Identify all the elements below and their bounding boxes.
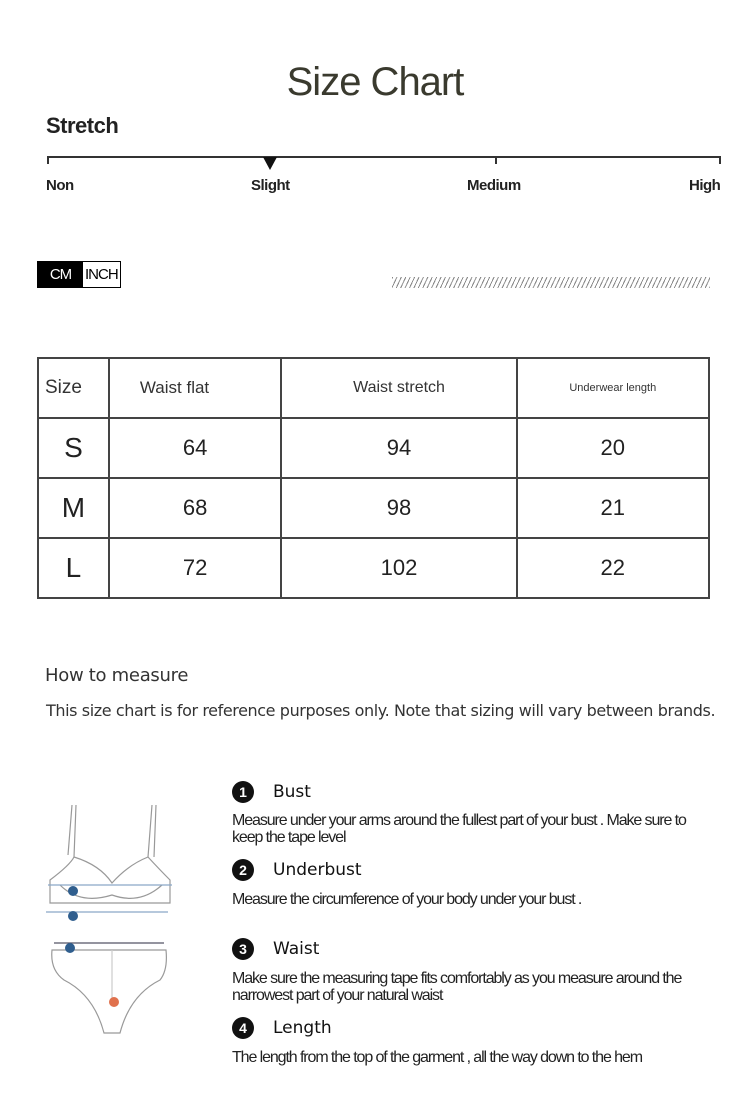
unit-inch[interactable]: INCH [83,262,120,287]
table-row [38,538,709,598]
table-header-row [38,358,709,418]
underbust-title: Underbust [273,860,362,880]
stretch-heading: Stretch [46,113,119,138]
number-badge-1: 1 [232,781,254,803]
waist-flat-cell: 68 [109,478,282,538]
header-waist-flat: Waist flat [109,358,282,418]
number-badge-2: 2 [232,859,254,881]
marker-2-icon [68,911,78,921]
waist-title: Waist [273,939,320,959]
table-row [38,478,709,538]
marker-1-icon [68,886,78,896]
marker-4-icon [109,997,119,1007]
waist-flat-cell: 64 [109,418,282,478]
size-cell: S [38,418,109,478]
length-cell: 22 [517,538,709,598]
table-row [38,418,709,478]
stretch-marker-icon [263,157,277,170]
scale-tick [495,156,497,164]
header-size: Size [38,358,109,418]
underbust-description: Measure the circumference of your body under your bust . [232,891,582,908]
length-title: Length [273,1018,332,1038]
waist-stretch-cell: 102 [281,538,516,598]
garment-diagram [40,795,180,1045]
header-underwear-length: Underwear length [517,358,709,418]
waist-stretch-cell: 98 [281,478,516,538]
waist-description: Make sure the measuring tape fits comfortably as you measure around the narrowest part of your natural waist [232,970,682,1004]
page-title: Size Chart [286,60,464,104]
stretch-level-non: Non [46,177,74,194]
header-waist-stretch: Waist stretch [281,358,516,418]
length-description: The length from the top of the garment , all the way down to the hem [232,1049,642,1066]
stretch-level-slight: Slight [251,177,290,194]
bust-title: Bust [273,782,311,802]
scale-tick [719,156,721,164]
number-badge-3: 3 [232,938,254,960]
bust-description: Measure under your arms around the fullest part of your bust . Make sure to keep the tape level [232,812,686,846]
unit-toggle[interactable] [37,261,121,288]
reference-note: This size chart is for reference purposes only. Note that sizing will vary between brands. [46,701,716,720]
unit-cm[interactable]: CM [38,262,83,287]
marker-3-icon [65,943,75,953]
length-cell: 21 [517,478,709,538]
length-cell: 20 [517,418,709,478]
stretch-level-high: High [689,177,721,194]
scale-tick [47,156,49,164]
waist-stretch-cell: 94 [281,418,516,478]
size-table [37,357,710,599]
waist-flat-cell: 72 [109,538,282,598]
stretch-scale [47,156,721,158]
decorative-hatch [392,277,710,288]
size-cell: M [38,478,109,538]
size-cell: L [38,538,109,598]
stretch-level-medium: Medium [467,177,521,194]
how-to-measure-heading: How to measure [45,665,189,686]
number-badge-4: 4 [232,1017,254,1039]
